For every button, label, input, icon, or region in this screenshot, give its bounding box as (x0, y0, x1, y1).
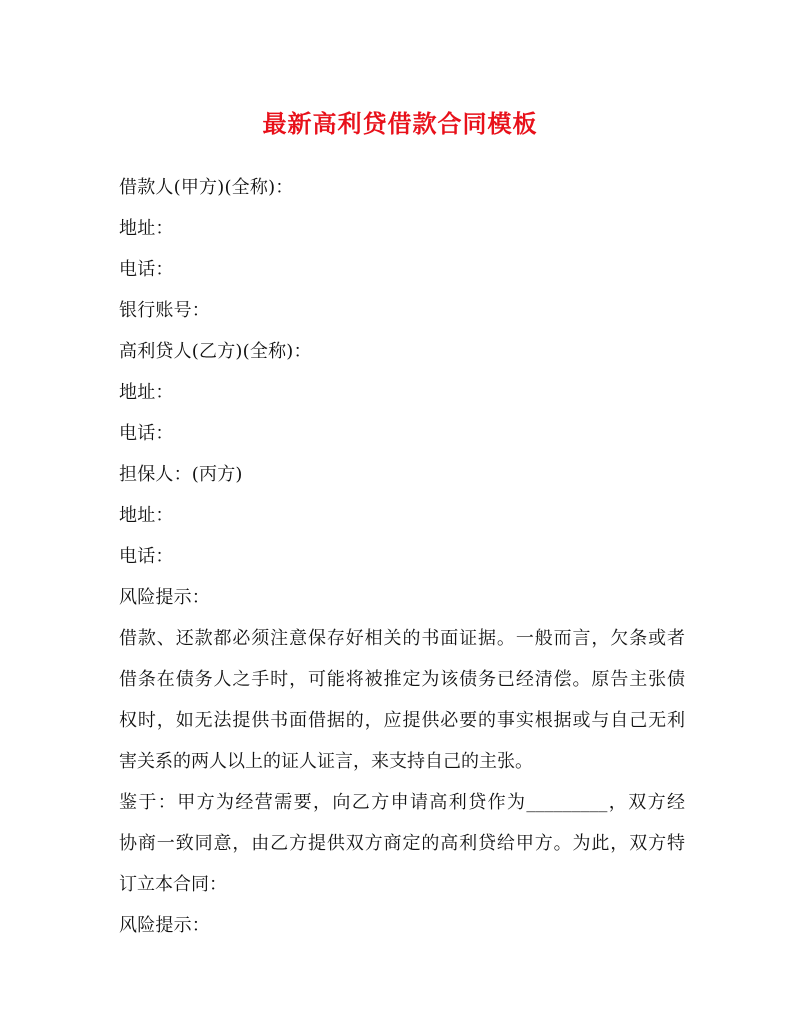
risk-notice-heading-2: 风险提示： (119, 915, 210, 936)
paragraph-line: 订立本合同： (119, 874, 227, 895)
bank-account-line: 银行账号： (119, 300, 210, 321)
borrower-line: 借款人(甲方)(全称)： (119, 177, 294, 198)
paragraph-line: 借款、还款都必须注意保存好相关的书面证据。一般而言，欠条或者 (119, 628, 685, 649)
paragraph-line: 害关系的两人以上的证人证言，来支持自己的主张。 (119, 751, 533, 772)
risk-notice-heading: 风险提示： (119, 587, 210, 608)
lender-phone-line: 电话： (119, 423, 174, 444)
lender-address-line: 地址： (119, 382, 174, 403)
guarantor-phone-line: 电话： (119, 546, 174, 567)
borrower-phone-line: 电话： (119, 259, 174, 280)
paragraph-line: 权时，如无法提供书面借据的，应提供必要的事实根据或与自己无利 (119, 710, 685, 731)
paragraph-line: 借条在债务人之手时，可能将被推定为该债务已经清偿。原告主张债 (119, 669, 685, 690)
guarantor-address-line: 地址： (119, 505, 174, 526)
lender-line: 高利贷人(乙方)(全称)： (119, 341, 312, 362)
whereas-paragraph (119, 793, 685, 895)
paragraph-line: 协商一致同意，由乙方提供双方商定的高利贷给甲方。为此，双方特 (119, 833, 685, 854)
guarantor-line: 担保人：(丙方) (119, 464, 243, 485)
paragraph-line: 鉴于：甲方为经营需要，向乙方申请高利贷作为_________，双方经 (119, 792, 685, 813)
borrower-address-line: 地址： (119, 218, 174, 239)
document-body (119, 178, 685, 957)
document-title: 最新高利贷借款合同模板 (262, 109, 538, 138)
risk-notice-paragraph (119, 629, 685, 772)
